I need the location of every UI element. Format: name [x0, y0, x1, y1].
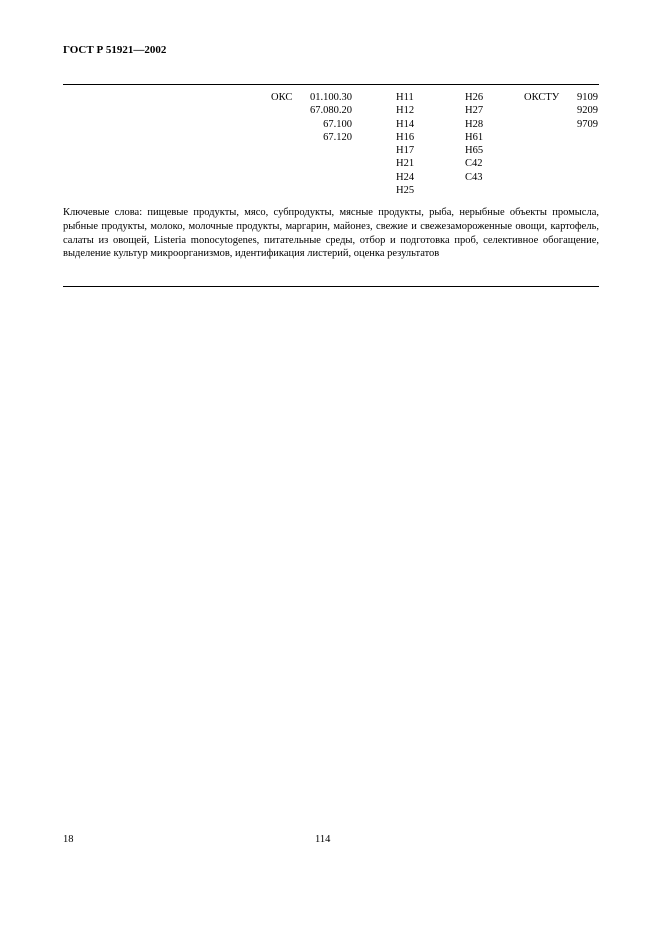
h-code: Н25 — [396, 185, 415, 197]
h-code: Н11 — [396, 92, 414, 103]
okstu-code: 9209 — [577, 105, 598, 117]
bottom-divider — [63, 286, 599, 287]
sheet-number: 114 — [315, 834, 331, 845]
document-id: ГОСТ Р 51921—2002 — [63, 44, 167, 56]
h-code: Н26 — [465, 92, 484, 103]
oks-code: 01.100.30 — [310, 92, 352, 103]
h-codes-column-1 — [396, 91, 414, 197]
okstu-code: 9709 — [577, 118, 598, 130]
h-code: Н12 — [396, 105, 415, 117]
h-code: С42 — [465, 158, 483, 170]
h-code: Н28 — [465, 118, 484, 130]
oks-codes — [300, 91, 352, 144]
page-number: 18 — [63, 834, 74, 845]
h-code: Н24 — [396, 171, 415, 183]
h-code: Н61 — [465, 131, 484, 143]
oks-code: 67.120 — [323, 131, 352, 143]
okstu-codes — [565, 91, 598, 131]
okstu-code: 9109 — [577, 92, 598, 103]
h-code: Н27 — [465, 105, 484, 117]
h-code: С43 — [465, 171, 483, 183]
h-code: Н14 — [396, 118, 415, 130]
oks-code: 67.080.20 — [310, 105, 352, 117]
h-code: Н17 — [396, 145, 415, 157]
top-divider — [63, 84, 599, 85]
h-code: Н21 — [396, 158, 415, 170]
oks-label: ОКС — [271, 92, 293, 103]
keywords-paragraph: Ключевые слова: пищевые продукты, мясо, субпродукты, мясные продукты, рыба, нерыбные объекты промысла, рыбные продукты, молоко, молочные продукты, маргарин, майонез, свежие и свежезамороженные овощи, картофель, салаты из овощей, Listeria monocytogenes, питательные среды, отбор и подготовка проб, селективное обогащение, выделение культур микроорганизмов, идентификация листерий, оценка результатов — [63, 207, 599, 260]
okstu-label: ОКСТУ — [524, 92, 560, 103]
h-code: Н65 — [465, 145, 484, 157]
h-code: Н16 — [396, 131, 415, 143]
oks-code: 67.100 — [323, 118, 352, 130]
h-codes-column-2 — [465, 91, 483, 184]
